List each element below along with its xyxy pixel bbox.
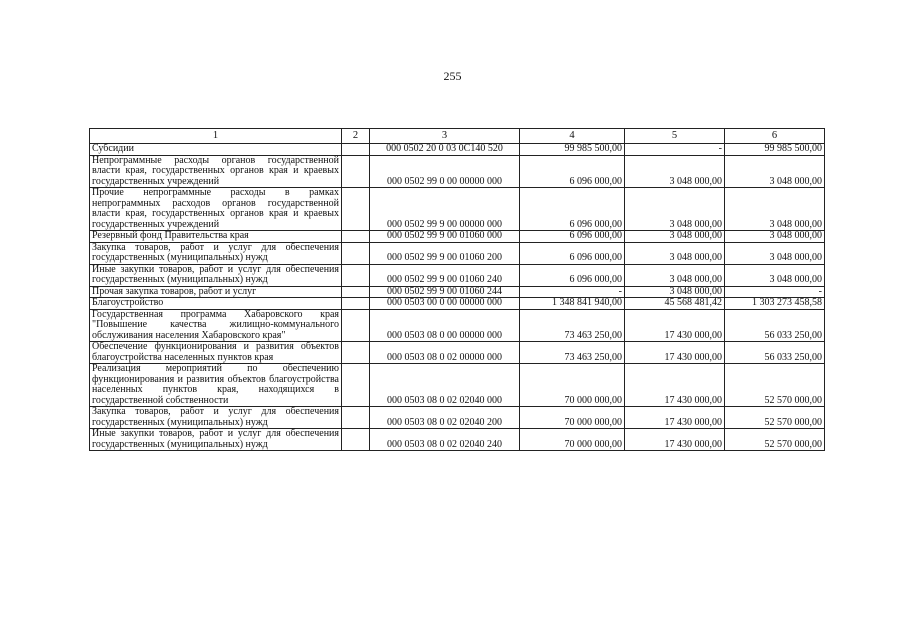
row-amount-4: - <box>520 286 625 298</box>
table-row <box>90 144 825 156</box>
row-code: 000 0503 08 0 02 02040 240 <box>370 429 520 451</box>
row-empty-cell <box>342 429 370 451</box>
row-amount-5: 3 048 000,00 <box>625 286 725 298</box>
row-amount-4: 73 463 250,00 <box>520 309 625 342</box>
row-amount-6: - <box>725 286 825 298</box>
row-code: 000 0503 08 0 00 00000 000 <box>370 309 520 342</box>
row-empty-cell <box>342 364 370 407</box>
row-amount-4: 70 000 000,00 <box>520 364 625 407</box>
row-amount-6: 52 570 000,00 <box>725 429 825 451</box>
row-empty-cell <box>342 188 370 231</box>
row-empty-cell <box>342 155 370 188</box>
row-amount-4: 6 096 000,00 <box>520 155 625 188</box>
table-row <box>90 429 825 451</box>
column-header-5: 5 <box>625 129 725 144</box>
table-row <box>90 264 825 286</box>
page-number: 255 <box>443 69 462 83</box>
row-code: 000 0503 08 0 02 02040 200 <box>370 407 520 429</box>
row-amount-5: 3 048 000,00 <box>625 231 725 243</box>
table-row <box>90 364 825 407</box>
table-row <box>90 309 825 342</box>
row-amount-5: 3 048 000,00 <box>625 264 725 286</box>
row-amount-4: 70 000 000,00 <box>520 407 625 429</box>
row-empty-cell <box>342 264 370 286</box>
row-amount-5: 17 430 000,00 <box>625 342 725 364</box>
budget-table <box>89 128 825 451</box>
row-code: 000 0503 08 0 02 00000 000 <box>370 342 520 364</box>
column-header-6: 6 <box>725 129 825 144</box>
row-code: 000 0502 99 9 00 01060 200 <box>370 242 520 264</box>
row-code: 000 0502 99 9 00 01060 244 <box>370 286 520 298</box>
row-amount-4: 73 463 250,00 <box>520 342 625 364</box>
row-description: Непрограммные расходы органов государственной власти края, государственных органов края и краевых государственных учреждений <box>90 155 342 188</box>
table-row <box>90 286 825 298</box>
row-amount-6: 3 048 000,00 <box>725 231 825 243</box>
row-code: 000 0502 99 0 00 00000 000 <box>370 155 520 188</box>
row-empty-cell <box>342 242 370 264</box>
row-code: 000 0502 99 9 00 01060 000 <box>370 231 520 243</box>
row-empty-cell <box>342 286 370 298</box>
row-amount-5: 17 430 000,00 <box>625 364 725 407</box>
column-header-4: 4 <box>520 129 625 144</box>
row-amount-6: 3 048 000,00 <box>725 188 825 231</box>
row-amount-6: 3 048 000,00 <box>725 242 825 264</box>
column-header-1: 1 <box>90 129 342 144</box>
column-header-2: 2 <box>342 129 370 144</box>
row-amount-5: 17 430 000,00 <box>625 309 725 342</box>
row-amount-4: 1 348 841 940,00 <box>520 298 625 310</box>
row-description: Закупка товаров, работ и услуг для обеспечения государственных (муниципальных) нужд <box>90 407 342 429</box>
row-code: 000 0502 20 0 03 0С140 520 <box>370 144 520 156</box>
row-empty-cell <box>342 407 370 429</box>
row-empty-cell <box>342 298 370 310</box>
row-code: 000 0503 00 0 00 00000 000 <box>370 298 520 310</box>
row-amount-4: 6 096 000,00 <box>520 242 625 264</box>
row-amount-4: 70 000 000,00 <box>520 429 625 451</box>
row-description: Закупка товаров, работ и услуг для обеспечения государственных (муниципальных) нужд <box>90 242 342 264</box>
row-amount-5: - <box>625 144 725 156</box>
table-row <box>90 298 825 310</box>
row-amount-6: 52 570 000,00 <box>725 364 825 407</box>
row-amount-6: 52 570 000,00 <box>725 407 825 429</box>
row-description: Обеспечение функционирования и развития объектов благоустройства населенных пунктов края <box>90 342 342 364</box>
row-description: Благоустройство <box>90 298 342 310</box>
row-amount-5: 3 048 000,00 <box>625 188 725 231</box>
row-description: Реализация мероприятий по обеспечению функционирования и развития объектов благоустройства населенных пунктов края, находящихся в государственной собственности <box>90 364 342 407</box>
budget-table-container <box>89 128 825 451</box>
table-row <box>90 188 825 231</box>
table-row <box>90 242 825 264</box>
row-code: 000 0503 08 0 02 02040 000 <box>370 364 520 407</box>
row-description: Резервный фонд Правительства края <box>90 231 342 243</box>
row-amount-4: 6 096 000,00 <box>520 231 625 243</box>
row-empty-cell <box>342 144 370 156</box>
row-description: Иные закупки товаров, работ и услуг для обеспечения государственных (муниципальных) нужд <box>90 429 342 451</box>
row-amount-6: 56 033 250,00 <box>725 309 825 342</box>
table-row <box>90 231 825 243</box>
table-row <box>90 155 825 188</box>
row-amount-4: 99 985 500,00 <box>520 144 625 156</box>
row-amount-4: 6 096 000,00 <box>520 264 625 286</box>
row-amount-5: 45 568 481,42 <box>625 298 725 310</box>
row-description: Государственная программа Хабаровского края "Повышение качества жилищно-коммунального обслуживания населения Хабаровского края" <box>90 309 342 342</box>
row-code: 000 0502 99 9 00 00000 000 <box>370 188 520 231</box>
header-row <box>90 129 825 144</box>
row-amount-5: 3 048 000,00 <box>625 155 725 188</box>
row-code: 000 0502 99 9 00 01060 240 <box>370 264 520 286</box>
table-row <box>90 342 825 364</box>
row-amount-6: 1 303 273 458,58 <box>725 298 825 310</box>
row-description: Прочие непрограммные расходы в рамках непрограммных расходов органов государственной власти края, государственных органов края и краевых государственных учреждений <box>90 188 342 231</box>
row-amount-4: 6 096 000,00 <box>520 188 625 231</box>
table-row <box>90 407 825 429</box>
row-amount-5: 3 048 000,00 <box>625 242 725 264</box>
row-empty-cell <box>342 231 370 243</box>
row-empty-cell <box>342 309 370 342</box>
row-description: Прочая закупка товаров, работ и услуг <box>90 286 342 298</box>
row-amount-6: 3 048 000,00 <box>725 264 825 286</box>
row-amount-6: 3 048 000,00 <box>725 155 825 188</box>
row-amount-5: 17 430 000,00 <box>625 429 725 451</box>
row-empty-cell <box>342 342 370 364</box>
column-header-3: 3 <box>370 129 520 144</box>
row-amount-5: 17 430 000,00 <box>625 407 725 429</box>
row-description: Субсидии <box>90 144 342 156</box>
row-amount-6: 99 985 500,00 <box>725 144 825 156</box>
row-amount-6: 56 033 250,00 <box>725 342 825 364</box>
row-description: Иные закупки товаров, работ и услуг для обеспечения государственных (муниципальных) нужд <box>90 264 342 286</box>
